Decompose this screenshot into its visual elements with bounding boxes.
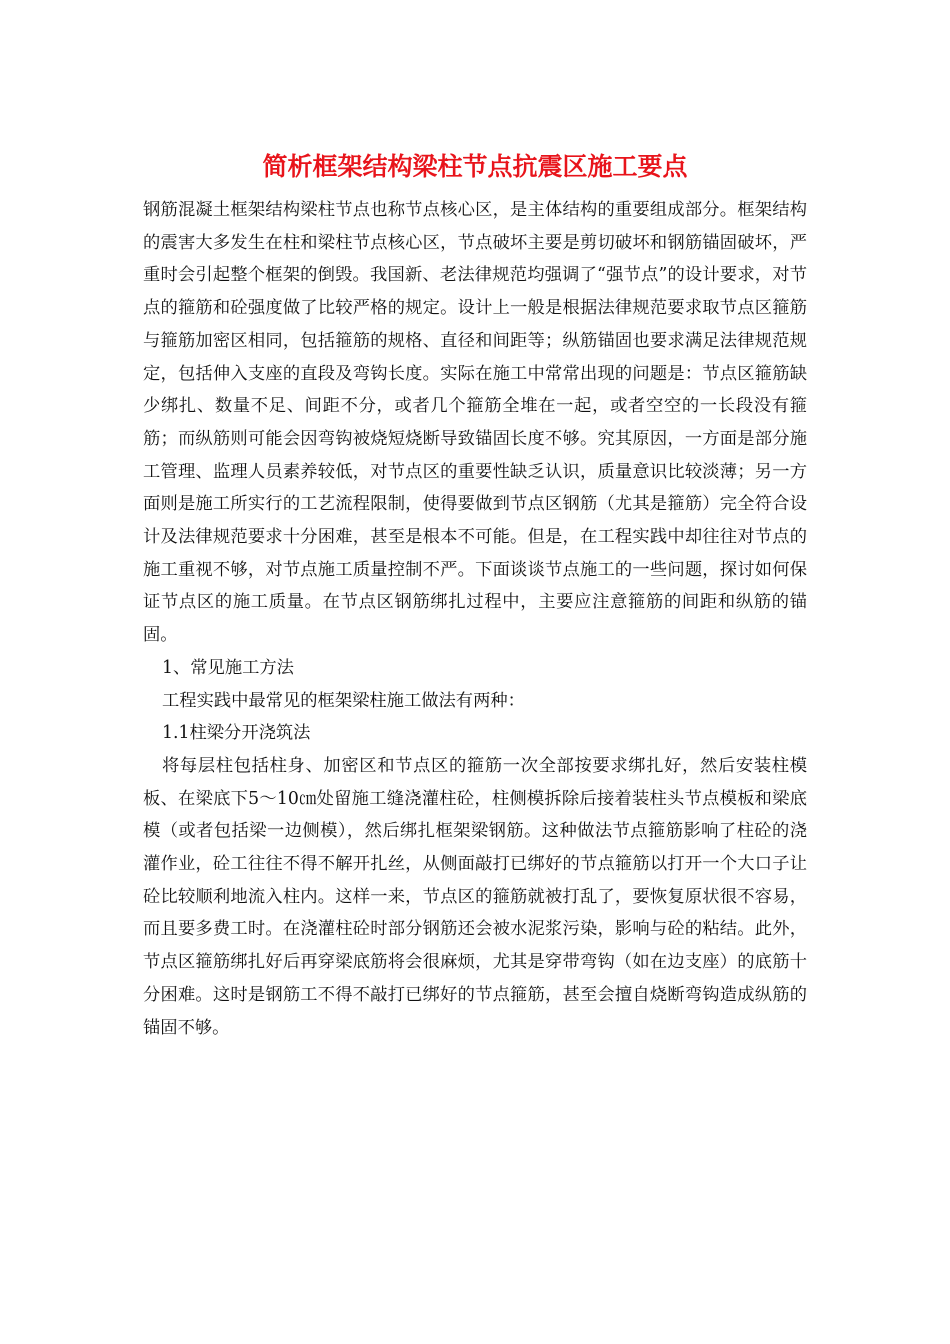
paragraph-method-1: 将每层柱包括柱身、加密区和节点区的箍筋一次全部按要求绑扎好，然后安装柱模板、在梁底下5～10㎝处留施工缝浇灌柱砼，柱侧模拆除后接着装柱头节点模板和梁底模（或者包括梁一边侧模），然后绑扎框架梁钢筋。这种做法节点箍筋影响了柱砼的浇灌作业，砼工往往不得不解开扎丝，从侧面敲打已绑好的节点箍筋以打开一个大口子让砼比较顺利地流入柱内。这样一来，节点区的箍筋就被打乱了，要恢复原状很不容易，而且要多费工时。在浇灌柱砼时部分钢筋还会被水泥浆污染，影响与砼的粘结。此外，节点区箍筋绑扎好后再穿梁底筋将会很麻烦，尤其是穿带弯钩（如在边支座）的底筋十分困难。这时是钢筋工不得不敲打已绑好的节点箍筋，甚至会擅自烧断弯钩造成纵筋的锚固不够。 [143,755,807,1038]
paragraph-methods-intro: 工程实践中最常见的框架梁柱施工做法有两种： [162,690,525,711]
document-title: 简析框架结构梁柱节点抗震区施工要点 [262,152,688,181]
section-heading-1: 1、常见施工方法 [162,657,294,678]
paragraph-intro: 钢筋混凝土框架结构梁柱节点也称节点核心区，是主体结构的重要组成部分。框架结构的震害大多发生在柱和梁柱节点核心区，节点破坏主要是剪切破坏和钢筋锚固破坏，严重时会引起整个框架的倒毁。我国新、老法律规范均强调了“强节点”的设计要求，对节点的箍筋和砼强度做了比较严格的规定。设计上一般是根据法律规范要求取节点区箍筋与箍筋加密区相同，包括箍筋的规格、直径和间距等；纵筋锚固也要求满足法律规范规定，包括伸入支座的直段及弯钩长度。实际在施工中常常出现的问题是：节点区箍筋缺少绑扎、数量不足、间距不分，或者几个箍筋全堆在一起，或者空空的一长段没有箍筋；而纵筋则可能会因弯钩被烧短烧断导致锚固长度不够。究其原因，一方面是部分施工管理、监理人员素养较低，对节点区的重要性缺乏认识，质量意识比较淡薄；另一方面则是施工所实行的工艺流程限制，使得要做到节点区钢筋（尤其是箍筋）完全符合设计及法律规范要求十分困难，甚至是根本不可能。但是，在工程实践中却往往对节点的施工重视不够，对节点施工质量控制不严。下面谈谈节点施工的一些问题，探讨如何保证节点区的施工质量。在节点区钢筋绑扎过程中，主要应注意箍筋的间距和纵筋的锚固。 [143,200,807,646]
document-body [143,194,807,1044]
section-heading-1-1: 1.1柱梁分开浇筑法 [162,723,311,744]
